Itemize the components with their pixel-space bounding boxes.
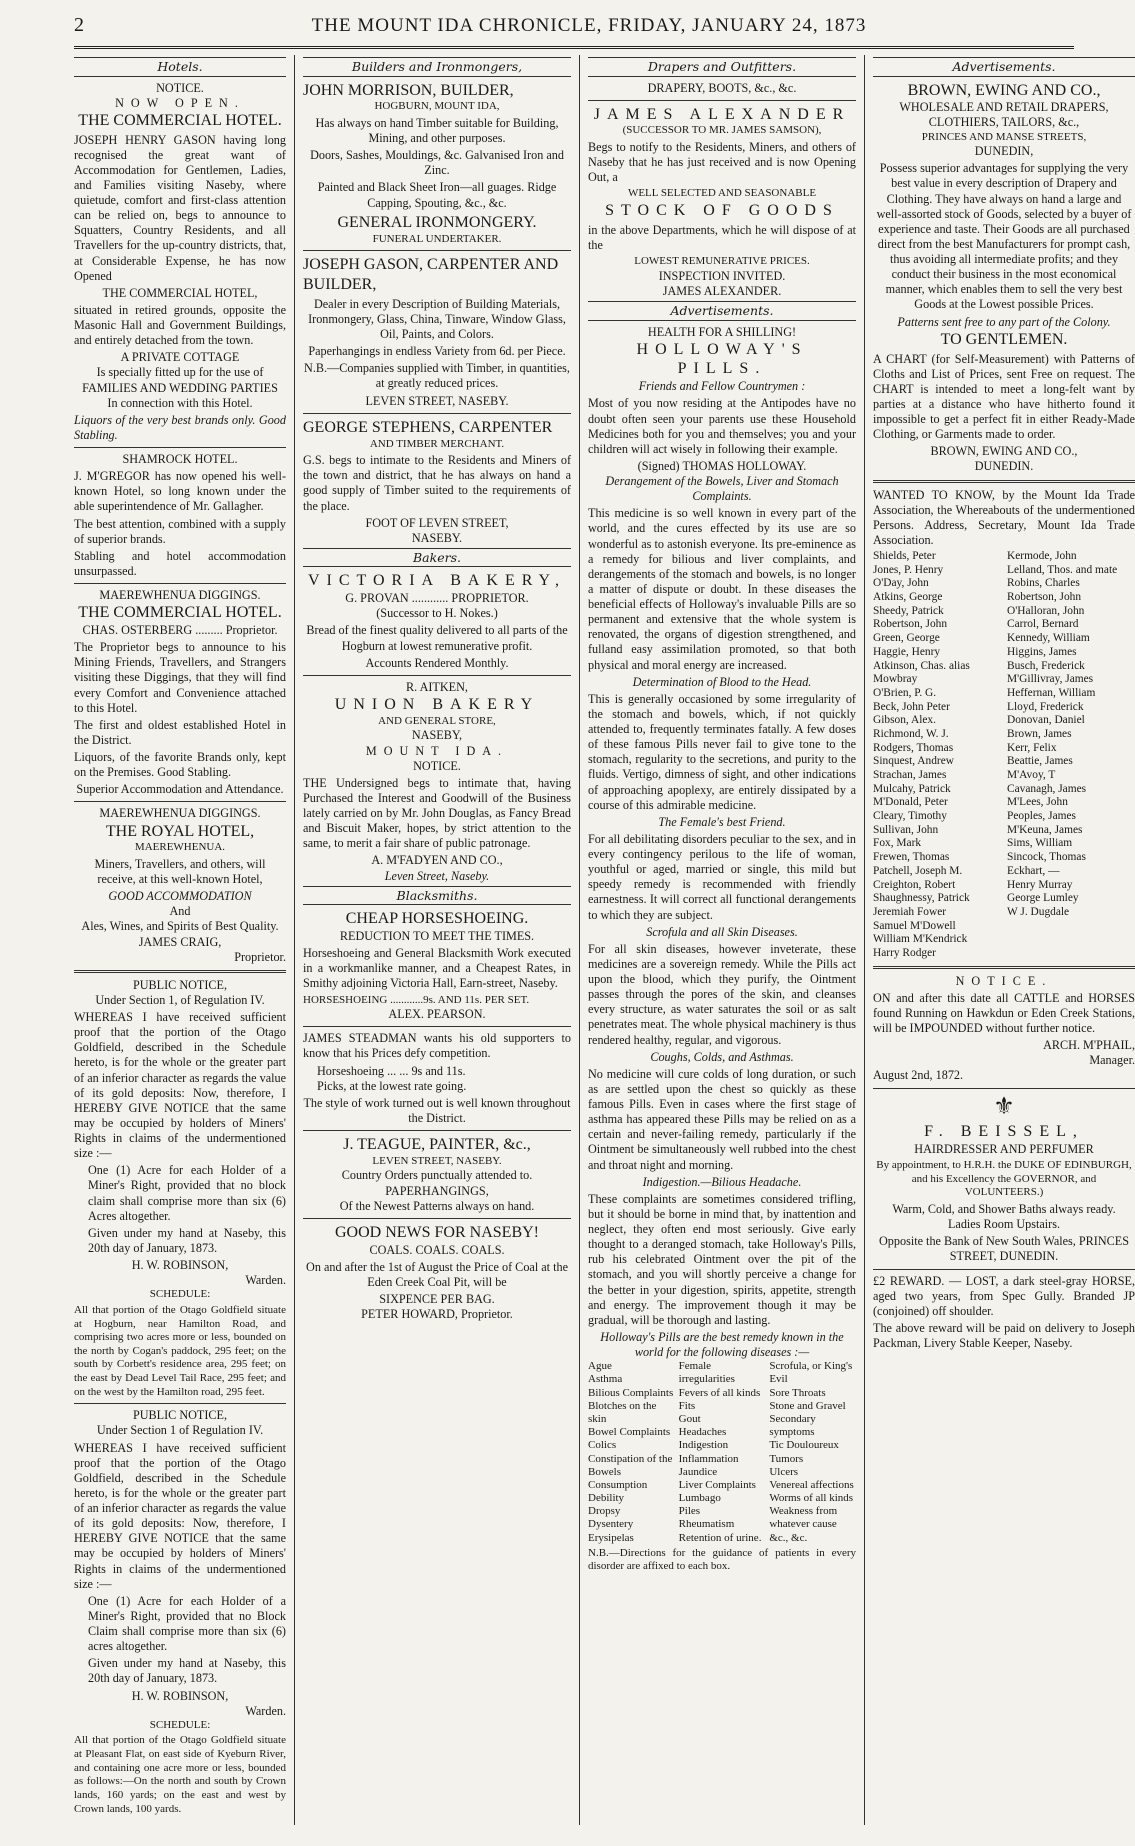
funeral-undertaker: FUNERAL UNDERTAKER. (372, 232, 502, 245)
osterberg-accommodation: Superior Accommodation and Attendance. (76, 782, 284, 797)
list-item: Blotches on the skin (588, 1399, 657, 1425)
list-item: Richmond, W. J. (873, 727, 949, 740)
wanted-names (873, 550, 1135, 961)
painted-iron: Painted and Black Sheet Iron—all guages. Ridge Capping, Spouting, &c., &c. (317, 180, 557, 210)
divider (74, 1403, 286, 1404)
alexander-body: Begs to notify to the Residents, Miners, and others of Naseby that he has just received and is now Opening Out, a (588, 140, 856, 185)
robinson-title-2: Warden. (245, 1703, 286, 1718)
list-item: Tic Douloureux (769, 1439, 839, 1452)
list-item: Piles (678, 1505, 701, 1518)
section-heading-advertisements: Advertisements. (588, 301, 856, 321)
robinson-name-2: H. W. ROBINSON, (131, 1688, 229, 1703)
brown-ewing-signature: BROWN, EWING AND CO., (930, 444, 1078, 459)
schedule-body: All that portion of the Otago Goldfield situate at Hogburn, near Hamilton Road, and comprising two acres more or less, bounded on the north by Cogan's paddock, 295 feet; on the south by Corbett's residence area, 295 feet; on the east by Dead Level Tail Race, 295 feet; and on the west by the Hamilton road, 295 feet. (74, 1303, 286, 1398)
list-item: Tumors (769, 1452, 804, 1465)
column-rule (579, 55, 580, 1825)
cheap-horseshoeing-heading: CHEAP HORSESHOEING. (345, 910, 529, 928)
robinson-title: Warden. (245, 1273, 286, 1288)
divider (303, 675, 571, 676)
list-item: Jaundice (678, 1465, 718, 1478)
notice-title: NOTICE. (156, 80, 204, 95)
list-item: M'Gillivray, James (1007, 673, 1094, 686)
aitken-name: R. AITKEN, (406, 679, 468, 694)
good-news-heading: GOOD NEWS FOR NASEBY! (334, 1223, 539, 1241)
list-item: M'Lees, John (1007, 796, 1068, 809)
female-body: For all debilitating disorders peculiar to the sex, and in every contingency perilous to the life of woman, youthful or aged, married or single, this mild but speedy remedy is recommended with friendly earnestness. It will correct all functional derangements to which they are subject. (588, 831, 856, 922)
good-accommodation: GOOD ACCOMMODATION (108, 889, 252, 904)
osterberg-liquors: Liquors, of the favorite Brands only, kept on the Premises. Good Stabling. (74, 750, 286, 780)
divider (74, 447, 286, 448)
column-rule (864, 55, 865, 1825)
list-item: Constipation of the Bowels (588, 1452, 673, 1478)
list-item: Fits (678, 1399, 696, 1412)
craig-title: Proprietor. (234, 949, 286, 964)
list-item: Fox, Mark (873, 837, 922, 850)
robinson-name: H. W. ROBINSON, (131, 1258, 229, 1273)
horseshoeing-body: Horseshoeing and General Blacksmith Work executed in a workmanlike manner, and a Cheapest Rates, in Smithy adjoining Victoria Hall, Earn-street, Naseby. (303, 946, 571, 991)
families-parties: FAMILIES AND WEDDING PARTIES (82, 380, 278, 395)
friends-body: Most of you now residing at the Antipodes have no doubt often seen your parents use these Household Medicines both for you and themselves; you and your children will act wisely in following their example. (588, 396, 856, 456)
schedule-body-2: All that portion of the Otago Goldfield situate at Pleasant Flat, on east side of Kyeburn River, and containing one acre more or less, bounded as follows:—On the north and south by Crown lands, 160 yards; on the east and west by Crown lands, 100 yards. (74, 1734, 286, 1815)
list-item: Mulcahy, Patrick (873, 782, 951, 795)
derangement-heading: Derangement of the Bowels, Liver and Stomach Complaints. (605, 474, 839, 504)
patterns-line: Patterns sent free to any part of the Colony. (897, 314, 1111, 329)
cottage-fitted: Is specially fitted up for the use of (96, 365, 264, 380)
whereas-body-2: WHEREAS I have received sufficient proof that the portion of the Otago Goldfield, described in the Schedule hereto, is for the whole or the greater part of an inferior character as regards the value of its gold deposits: Now, therefore, I HEREBY GIVE NOTICE that the same may be occupied by holders of Miners' Rights in claims of the undermentioned size :— (74, 1440, 286, 1591)
newest-patterns: Of the Newest Patterns always on hand. (339, 1198, 535, 1213)
public-notice-heading: PUBLIC NOTICE, (132, 977, 228, 992)
stephens-body: G.S. begs to intimate to the Residents and Miners of the town and district, that he has always on hand a good supply of Timber suited to the requirements of the place. (303, 453, 571, 513)
list-item: Atkins, George (873, 591, 943, 604)
divider (303, 1218, 571, 1219)
list-item: Lelland, Thos. and mate (1007, 563, 1118, 576)
and-text: And (169, 904, 191, 919)
given-under-hand: Given under my hand at Naseby, this 20th day of January, 1873. (88, 1225, 286, 1255)
list-item: Erysipelas (588, 1531, 634, 1544)
foot-of-leven: FOOT OF LEVEN STREET, (365, 515, 509, 530)
newspaper-title: THE MOUNT IDA CHRONICLE, FRIDAY, JANUARY 24, 1873 (311, 15, 867, 36)
list-item: Lumbago (678, 1492, 721, 1505)
under-section: Under Section 1, of Regulation IV. (95, 992, 265, 1007)
list-item: M'Donald, Peter (873, 796, 948, 809)
list-item: Kermode, John (1007, 550, 1077, 563)
wholesale-line: WHOLESALE AND RETAIL DRAPERS, CLOTHIERS, TAILORS, &c., (899, 100, 1109, 130)
pearson-name: ALEX. PEARSON. (388, 1007, 486, 1022)
mcgregor-stabling: Stabling and hotel accommodation unsurpassed. (74, 548, 286, 578)
list-item: Sullivan, John (873, 823, 939, 836)
picks-line: Picks, at the lowest rate going. (317, 1078, 467, 1093)
list-item: Robertson, John (873, 618, 948, 631)
health-heading: HEALTH FOR A SHILLING! (647, 324, 797, 339)
stephens-subheading: AND TIMBER MERCHANT. (369, 437, 505, 450)
list-item: Cleary, Timothy (873, 810, 947, 823)
list-item: Robertson, John (1007, 591, 1082, 604)
scrofula-heading: Scrofula and all Skin Diseases. (646, 924, 798, 939)
list-item: Ulcers (769, 1465, 799, 1478)
hotel-connection: In connection with this Hotel. (107, 395, 253, 410)
teague-heading: J. TEAGUE, PAINTER, &c., (343, 1136, 531, 1153)
diseases-column-b (679, 1360, 766, 1545)
list-item: Haggie, Henry (873, 645, 941, 658)
section-heading-bakers: Bakers. (303, 548, 571, 568)
list-item: Sore Throats (769, 1386, 826, 1399)
list-item: Weakness from whatever cause &c., &c. (769, 1505, 838, 1544)
list-item: Higgins, James (1007, 645, 1077, 658)
list-item: Gibson, Alex. (873, 714, 936, 727)
list-item: Eckhart, — (1007, 864, 1060, 877)
doors-sashes: Doors, Sashes, Mouldings, &c. Galvanised Iron and Zinc. (310, 148, 564, 178)
divider (74, 801, 286, 802)
list-item: William M'Kendrick (873, 933, 968, 946)
list-item: Female irregularities (678, 1360, 735, 1386)
list-item: Jones, P. Henry (873, 563, 944, 576)
list-item: Busch, Frederick (1007, 659, 1085, 672)
possess-body: Possess superior advantages for supplying the very best value in every description of Drapery and Clothing. They have always on hand a large and well-assorted stock of Goods, selected by a buyer of experience and taste. Their Goods are all purchased direct from the best Manufacturers for prompt cash, thus avoiding all intermediate profits; and they conduct their business in the most economical manner, which enables them to sell the very best Goods at the Lowest possible Prices. (876, 161, 1132, 312)
list-item: Lloyd, Frederick (1007, 700, 1084, 713)
given-under-hand-2: Given under my hand at Naseby, this 20th day of January, 1873. (88, 1656, 286, 1686)
steadman-body: JAMES STEADMAN wants his old supporters to know that his Prices defy competition. (303, 1031, 571, 1061)
naseby-line-2: NASEBY, (411, 728, 463, 743)
schedule-heading: SCHEDULE: (149, 1288, 211, 1301)
beissel-heading: F. BEISSEL, (924, 1123, 1084, 1141)
list-item: O'Halloran, John (1007, 604, 1085, 617)
list-item: Venereal affections (769, 1478, 854, 1491)
divider (873, 480, 1135, 483)
divider (303, 1130, 571, 1131)
list-item: Carrol, Bernard (1007, 618, 1079, 631)
indigestion-heading: Indigestion.—Bilious Headache. (642, 1174, 802, 1189)
alexander-heading: JAMES ALEXANDER (593, 105, 851, 123)
list-item: M'Keuna, James (1007, 823, 1083, 836)
now-open: NOW OPEN. (115, 95, 245, 110)
determination-heading: Determination of Blood to the Head. (632, 674, 812, 689)
divider (873, 1269, 1135, 1270)
list-item: Dysentery (588, 1518, 634, 1531)
page-number: 2 (74, 14, 84, 36)
osterberg-proprietor: CHAS. OSTERBERG ......... Proprietor. (82, 623, 278, 638)
well-selected: WELL SELECTED AND SEASONABLE (627, 187, 817, 200)
cattle-notice-body: ON and after this date all CATTLE and HORSES found Running on Hawkdun or Eden Creek Stations, will be IMPOUNDED without further notice. (873, 990, 1135, 1036)
list-item: Harry Rodger (873, 946, 936, 959)
female-heading: The Female's best Friend. (658, 814, 786, 829)
list-item: Asthma (588, 1373, 623, 1386)
ladies-room: Ladies Room Upstairs. (947, 1217, 1061, 1232)
list-item: Donovan, Daniel (1007, 714, 1085, 727)
list-item: O'Brien, P. G. (873, 686, 937, 699)
leven-street: LEVEN STREET, NASEBY. (365, 393, 509, 408)
list-item: Fevers of all kinds (678, 1386, 761, 1399)
diseases-column-c (769, 1360, 856, 1545)
one-acre-clause: One (1) Acre for each Holder of a Miner's Right, provided that no block claim shall comprise more than six (6) Acres altogether. (88, 1163, 286, 1223)
gason-builder-heading: JOSEPH GASON, CARPENTER AND BUILDER, (303, 256, 559, 293)
list-item: Strachan, James (873, 769, 947, 782)
osterberg-oldest: The first and oldest established Hotel in the District. (74, 717, 286, 747)
style-line: The style of work turned out is well known throughout the District. (303, 1095, 571, 1125)
divider (873, 966, 1135, 969)
column-builders (303, 55, 571, 1825)
gason-builder-body: Dealer in every Description of Building Materials, Ironmongery, Glass, China, Tinware, Window Glass, Oil, Paints, and Colors. (308, 296, 566, 342)
list-item: Cavanagh, James (1007, 782, 1087, 795)
friends-heading: Friends and Fellow Countrymen : (638, 379, 806, 394)
list-item: Shields, Peter (873, 550, 936, 563)
coals-line: COALS. COALS. COALS. (369, 1242, 505, 1257)
list-item: Dropsy (588, 1505, 621, 1518)
paperhangings-note: Paperhangings in endless Variety from 6d. per Piece. (308, 344, 566, 359)
list-item: Retention of urine. (678, 1531, 762, 1544)
section-heading-advertisements-2: Advertisements. (873, 57, 1135, 77)
list-item: Robins, Charles (1007, 577, 1080, 590)
directions-note: N.B.—Directions for the guidance of patients in every disorder are affixed to each box. (588, 1546, 856, 1573)
column-hotels (74, 55, 286, 1825)
divider (303, 413, 571, 414)
commercial-hotel-heading-2: THE COMMERCIAL HOTEL. (78, 604, 282, 622)
horseshoeing-price: HORSESHOEING ............9s. AND 11s. PER SET. (303, 993, 530, 1006)
commercial-hotel-subheading: THE COMMERCIAL HOTEL, (102, 285, 258, 300)
howard-signature: PETER HOWARD, Proprietor. (361, 1307, 513, 1322)
divider (303, 1026, 571, 1027)
notice-date: August 2nd, 1872. (873, 1068, 964, 1083)
names-column-b (1007, 550, 1135, 961)
list-item: Atkinson, Chas. alias Mowbray (873, 659, 970, 686)
column-drapers (588, 55, 856, 1825)
reward-body: £2 REWARD. — LOST, a dark steel-gray HORSE, aged two years, from Spec Gully. Branded JP (conjoined) off shoulder. (873, 1273, 1135, 1318)
list-item: Headaches (678, 1426, 727, 1439)
morrison-heading: JOHN MORRISON, BUILDER, (303, 81, 514, 99)
mcgregor-attention: The best attention, combined with a supply of superior brands. (74, 516, 286, 546)
list-item: Patchell, Joseph M. (873, 864, 963, 877)
list-item: Sims, William (1007, 837, 1073, 850)
list-item: Inflammation (678, 1452, 739, 1465)
list-item: Colics (588, 1439, 617, 1452)
whereas-body: WHEREAS I have received sufficient proof that the portion of the Otago Goldfield, described in the Schedule hereto, is for the whole or the greater part of an inferior character as regards the value of its gold deposits: Now, therefore, I HEREBY GIVE NOTICE that the same may be occupied by holders of Miners' Rights in claims of the undermentioned size :— (74, 1010, 286, 1161)
princes-street: PRINCES AND MANSE STREETS, (921, 130, 1087, 143)
chart-body: A CHART (for Self-Measurement) with Patterns of Cloths and List of Prices, sent Free on request. The CHART is intended to meet a long-felt want by parties at a distance who have hitherto found it impossible to get a perfect fit in either Ready-Made Clothing, or Garments made to order. (873, 351, 1135, 442)
diseases-column-a (588, 1360, 675, 1545)
list-item: Samuel M'Dowell (873, 919, 956, 932)
divider (588, 100, 856, 101)
list-item: Brown, James (1007, 727, 1072, 740)
morrison-address: HOGBURN, MOUNT IDA, (374, 100, 500, 113)
shamrock-hotel-heading: SHAMROCK HOTEL. (122, 452, 238, 467)
list-item: Rheumatism (678, 1518, 735, 1531)
stephens-heading: GEORGE STEPHENS, CARPENTER (303, 418, 553, 436)
dunedin-signature: DUNEDIN. (974, 459, 1034, 474)
dunedin-line: DUNEDIN, (974, 144, 1034, 159)
public-notice-heading-2: PUBLIC NOTICE, (132, 1408, 228, 1423)
teague-address: LEVEN STREET, NASEBY. (372, 1154, 502, 1167)
determination-body: This is generally occasioned by some irregularity of the stomach and bowels, which, if not quickly attended to, frequently terminates fatally. A few doses of these famous Pills never fail to give tone to the stomach, regularity to the secretions, and purity to the fluids. Vertigo, dimness of sight, and other indications of approaching apoplexy, are entirely dissipated by a course of this admirable medicine. (588, 691, 856, 812)
columns (74, 55, 1135, 1825)
sixpence-line: SIXPENCE PER BAG. (379, 1292, 495, 1307)
gentlemen-heading: TO GENTLEMEN. (940, 330, 1068, 348)
naseby-line: NASEBY. (411, 530, 463, 545)
mcphail-title: Manager. (1089, 1053, 1135, 1068)
coughs-body: No medicine will cure colds of long duration, or such as are settled upon the chest so quickly as these famous Pills. Even in cases where the first stage of asthma has appeared these Pills may be relied on as a certain and never-failing remedy, particularly if the Ointment be simultaneously well rubbed into the chest and throat night and morning. (588, 1066, 856, 1172)
mcphail-name: ARCH. M'PHAIL, (1043, 1038, 1135, 1053)
list-item: O'Day, John (873, 577, 929, 590)
masthead (74, 14, 1074, 49)
indigestion-body: These complaints are sometimes considered trifling, but it should be borne in mind that, by inattention and neglect, they often end most seriously. Give early thought to a deranged stomach, take Holloway's Pills, rub his celebrated Ointment over the pit of the stomach, and you will shortly perceive a change for the better in your digestion, spirits, appetite, strength and energy. The improvement though it may be gradual, will be thorough and lasting. (588, 1191, 856, 1327)
mcfadyen-address: Leven Street, Naseby. (384, 868, 490, 883)
section-heading-builders: Builders and Ironmongers, (303, 57, 571, 77)
list-item: Jeremiah Fower (873, 905, 947, 918)
list-item: M'Avoy, T (1007, 769, 1056, 782)
alexander-signature: JAMES ALEXANDER. (662, 283, 782, 298)
list-item: Sheedy, Patrick (873, 604, 944, 617)
list-item: Bowel Complaints (588, 1426, 671, 1439)
list-item: Liver Complaints (678, 1478, 756, 1491)
gason-hotel-body: JOSEPH HENRY GASON having long recognised the great want of Accommodation for Gentlemen, Ladies, and Families visiting Naseby, where quietude, comfort and first-class attention can be relied on, begs to announce to Squatters, Country Residents, and all Travellers for the up-country districts, that, at Considerable Expense, he has now Opened (74, 132, 286, 283)
list-item: Scrofula, or King's Evil (769, 1360, 853, 1386)
bread-body: Bread of the finest quality delivered to all parts of the Hogburn at lowest remunerative profit. (306, 623, 568, 653)
under-section-2: Under Section 1 of Regulation IV. (96, 1423, 264, 1438)
coal-body: On and after the 1st of August the Price of Coal at the Eden Creek Coal Pit, will be (306, 1259, 568, 1289)
list-item: Heffernan, William (1007, 686, 1096, 699)
notice-heading-2: NOTICE. (955, 973, 1053, 988)
victoria-bakery-heading: VICTORIA BAKERY, (307, 572, 567, 590)
list-item: Debility (588, 1492, 625, 1505)
general-store: AND GENERAL STORE, (378, 714, 496, 727)
undersigned-body: THE Undersigned begs to intimate that, having Purchased the Interest and Goodwill of the Business lately carried on by Mr. John Douglas, as Fancy Bread and Biscuit Maker, hopes, by strict attention to the same, to merit a fair share of public patronage. (303, 775, 571, 851)
scrofula-body: For all skin diseases, however inveterate, these medicines are a sovereign remedy. While the Pills act upon the blood, which they purify, the Ointment passes through the pores of the skin, and cleanses every structure, as water saturates the soil or as salt penetrates meat. The whole physical machinery is thus rendered healthy, regular, and vigorous. (588, 941, 856, 1047)
maerewhenua-heading-2: MAEREWHENUA DIGGINGS. (99, 806, 261, 821)
list-item: Frewen, Thomas (873, 851, 950, 864)
list-item: Green, George (873, 632, 940, 645)
royal-hotel-heading: THE ROYAL HOTEL, (105, 822, 255, 840)
craig-name: JAMES CRAIG, (138, 934, 222, 949)
holloway-heading: HOLLOWAY'S PILLS. (636, 340, 808, 378)
schedule-heading-2: SCHEDULE: (149, 1718, 211, 1731)
list-item: Secondary symptoms (769, 1412, 816, 1439)
names-column-a (873, 550, 1001, 961)
list-item: Gout (678, 1412, 701, 1425)
diseases-list (588, 1360, 856, 1545)
list-item: Kerr, Felix (1007, 741, 1057, 754)
mcfadyen-name: A. M'FADYEN AND CO., (371, 853, 503, 868)
maerewhenua-heading: MAEREWHENUA DIGGINGS. (99, 588, 261, 603)
provan-proprietor: G. PROVAN ............ PROPRIETOR. (345, 591, 529, 606)
list-item: Bilious Complaints (588, 1386, 674, 1399)
wanted-body: WANTED TO KNOW, by the Mount Ida Trade Association, the Whereabouts of the undermentioned Persons. Address, Secretary, Mount Ida Trade Association. (873, 487, 1135, 547)
appointment-line: By appointment, to H.R.H. the DUKE OF EDINBURGH, and his Excellency the GOVERNOR, and VOLUNTEERS.) (876, 1159, 1132, 1199)
companies-note: N.B.—Companies supplied with Timber, in quantities, at greatly reduced prices. (304, 361, 570, 391)
mcgregor-body: J. M'GREGOR has now opened his well-known Hotel, so long known under the able superintendence of Mr. Gallagher. (74, 469, 286, 514)
coughs-heading: Coughs, Colds, and Asthmas. (650, 1049, 794, 1064)
section-heading-drapers: Drapers and Outfitters. (588, 57, 856, 77)
hotel-situation: situated in retired grounds, opposite the Masonic Hall and Government Buildings, and entirely detached from the town. (74, 302, 286, 348)
section-heading-blacksmiths: Blacksmiths. (303, 886, 571, 906)
best-remedy-heading: Holloway's Pills are the best remedy known in the world for the following diseases :— (600, 1329, 844, 1360)
royal-crest-icon: ⚜ (993, 1093, 1015, 1120)
union-bakery-heading: UNION BAKERY (334, 695, 540, 713)
liquors-note: Liquors of the very best brands only. Good Stabling. (74, 412, 286, 442)
column-advertisements (873, 55, 1135, 1825)
list-item: Stone and Gravel (769, 1399, 846, 1412)
derangement-body: This medicine is so well known in every part of the world, and the cures effected by its use are so wonderful as to astonish everyone. Its pre-eminence as a remedy for bilious and liver complaints, and derangements of the stomach and bowels, is no longer a matter of dispute or doubt. In these diseases the beneficial effects of Holloway's invaluable Pills are so permanent and extensive that the whole system is renovated, the organs of digestion strengthened, and fulland easy assimilation promoted, so that both physical and moral energy are increased. (588, 506, 856, 672)
steadman-price: Horseshoeing ... ... 9s and 11s. (317, 1063, 466, 1078)
list-item: Consumption (588, 1478, 648, 1491)
list-item: Sinquest, Andrew (873, 755, 954, 768)
list-item: W J. Dugdale (1007, 905, 1070, 918)
list-item: Shaughnessy, Patrick (873, 892, 970, 905)
private-cottage: A PRIVATE COTTAGE (120, 350, 240, 365)
stock-of-goods: STOCK OF GOODS (605, 202, 839, 220)
ironmongery-heading: GENERAL IRONMONGERY. (337, 213, 537, 231)
list-item: Creighton, Robert (873, 878, 956, 891)
list-item: Sincock, Thomas (1007, 851, 1086, 864)
list-item: Kennedy, William (1007, 632, 1090, 645)
country-orders: Country Orders punctually attended to. (341, 1168, 533, 1183)
ales-wines: Ales, Wines, and Spirits of Best Quality. (81, 919, 279, 934)
hairdresser-heading: HAIRDRESSER AND PERFUMER (914, 1142, 1094, 1157)
list-item: Henry Murray (1007, 878, 1073, 891)
list-item: Ague (588, 1360, 612, 1373)
reward-delivery: The above reward will be paid on delivery to Joseph Packman, Livery Stable Keeper, Naseby. (873, 1320, 1135, 1351)
lowest-prices: LOWEST REMUNERATIVE PRICES. (634, 255, 810, 268)
list-item: Worms of all kinds (769, 1492, 854, 1505)
nokes-successor: (Successor to H. Nokes.) (376, 606, 498, 621)
section-heading-hotels: Hotels. (74, 57, 286, 77)
list-item: Indigestion (678, 1439, 729, 1452)
list-item: Peoples, James (1007, 810, 1076, 823)
accounts-monthly: Accounts Rendered Monthly. (365, 655, 509, 670)
column-rule (294, 55, 295, 1825)
divider (303, 250, 571, 251)
list-item: Beck, John Peter (873, 700, 950, 713)
list-item: George Lumley (1007, 892, 1079, 905)
drapery-heading: DRAPERY, BOOTS, &c., &c. (647, 80, 797, 95)
divider (74, 970, 286, 973)
divider (74, 583, 286, 584)
inspection-invited: INSPECTION INVITED. (658, 268, 786, 283)
paperhangings-heading: PAPERHANGINGS, (385, 1183, 489, 1198)
commercial-hotel-heading: THE COMMERCIAL HOTEL. (78, 111, 282, 129)
morrison-body: Has always on hand Timber suitable for Building, Mining, and other purposes. (315, 115, 559, 146)
reduction-line: REDUCTION TO MEET THE TIMES. (339, 929, 535, 943)
notice-heading: NOTICE. (413, 758, 461, 773)
list-item: Beattie, James (1007, 755, 1073, 768)
one-acre-clause-2: One (1) Acre for each Holder of a Miner's Right, provided that no Block Claim shall comprise more than six (6) acres altogether. (88, 1593, 286, 1654)
royal-hotel-body: Miners, Travellers, and others, will receive, at this well-known Hotel, (94, 856, 266, 887)
baths-line: Warm, Cold, and Shower Baths always ready. (892, 1202, 1116, 1217)
departments-line: in the above Departments, which he will dispose of at the (588, 222, 856, 253)
brown-ewing-heading: BROWN, EWING AND CO., (907, 81, 1101, 99)
osterberg-body: The Proprietor begs to announce to his Mining Friends, Travellers, and Strangers visiting these Diggings, that they will find every Comfort and Convenience attached to this Hotel. (74, 640, 286, 715)
divider (873, 1088, 1135, 1089)
opposite-bank: Opposite the Bank of New South Wales, PRINCES STREET, DUNEDIN. (879, 1234, 1129, 1264)
list-item: Rodgers, Thomas (873, 741, 954, 754)
holloway-signed: (Signed) THOMAS HOLLOWAY. (637, 458, 807, 473)
mount-ida-line: MOUNT IDA. (365, 743, 509, 758)
alexander-successor: (SUCCESSOR TO MR. JAMES SAMSON), (622, 124, 822, 137)
royal-hotel-place: MAEREWHENUA. (134, 841, 226, 854)
